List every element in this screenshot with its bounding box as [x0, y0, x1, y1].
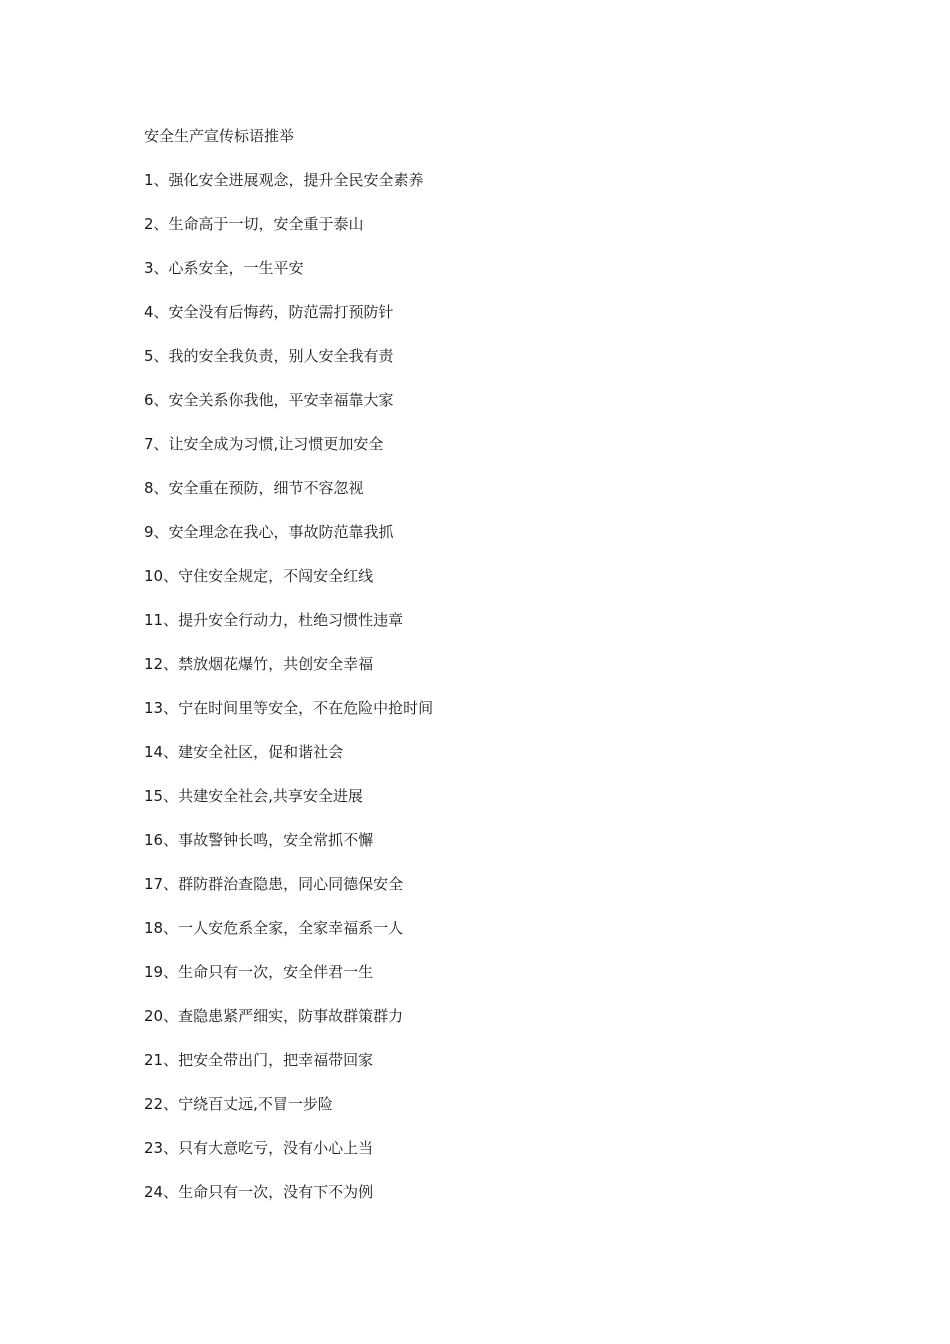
slogan-item: 6、安全关系你我他，平安幸福靠大家 [144, 391, 394, 409]
slogan-item: 16、事故警钟长鸣，安全常抓不懈 [144, 831, 374, 849]
slogan-item: 19、生命只有一次，安全伴君一生 [144, 963, 374, 981]
slogan-item: 11、提升安全行动力，杜绝习惯性违章 [144, 611, 404, 629]
document-body [144, 124, 824, 1224]
slogan-item: 2、生命高于一切，安全重于泰山 [144, 215, 364, 233]
slogan-item: 21、把安全带出门，把幸福带回家 [144, 1051, 374, 1069]
slogan-item: 3、心系安全，一生平安 [144, 259, 304, 277]
slogan-item: 24、生命只有一次，没有下不为例 [144, 1183, 374, 1201]
slogan-item: 22、宁绕百丈远,不冒一步险 [144, 1095, 333, 1113]
slogan-item: 18、一人安危系全家，全家幸福系一人 [144, 919, 404, 937]
slogan-item: 7、让安全成为习惯,让习惯更加安全 [144, 435, 384, 453]
slogan-item: 17、群防群治查隐患，同心同德保安全 [144, 875, 404, 893]
slogan-item: 5、我的安全我负责，别人安全我有责 [144, 347, 394, 365]
slogan-item: 1、强化安全进展观念，提升全民安全素养 [144, 171, 424, 189]
slogan-list [144, 168, 824, 1204]
slogan-item: 12、禁放烟花爆竹，共创安全幸福 [144, 655, 374, 673]
slogan-item: 13、宁在时间里等安全，不在危险中抢时间 [144, 699, 434, 717]
document-title: 安全生产宣传标语推举 [144, 127, 295, 145]
slogan-item: 8、安全重在预防，细节不容忽视 [144, 479, 364, 497]
slogan-item: 23、只有大意吃亏，没有小心上当 [144, 1139, 374, 1157]
slogan-item: 10、守住安全规定，不闯安全红线 [144, 567, 374, 585]
slogan-item: 15、共建安全社会,共享安全进展 [144, 787, 363, 805]
slogan-item: 20、查隐患紧严细实，防事故群策群力 [144, 1007, 404, 1025]
slogan-item: 9、安全理念在我心，事故防范靠我抓 [144, 523, 394, 541]
slogan-item: 14、建安全社区，促和谐社会 [144, 743, 344, 761]
slogan-item: 4、安全没有后悔药，防范需打预防针 [144, 303, 394, 321]
